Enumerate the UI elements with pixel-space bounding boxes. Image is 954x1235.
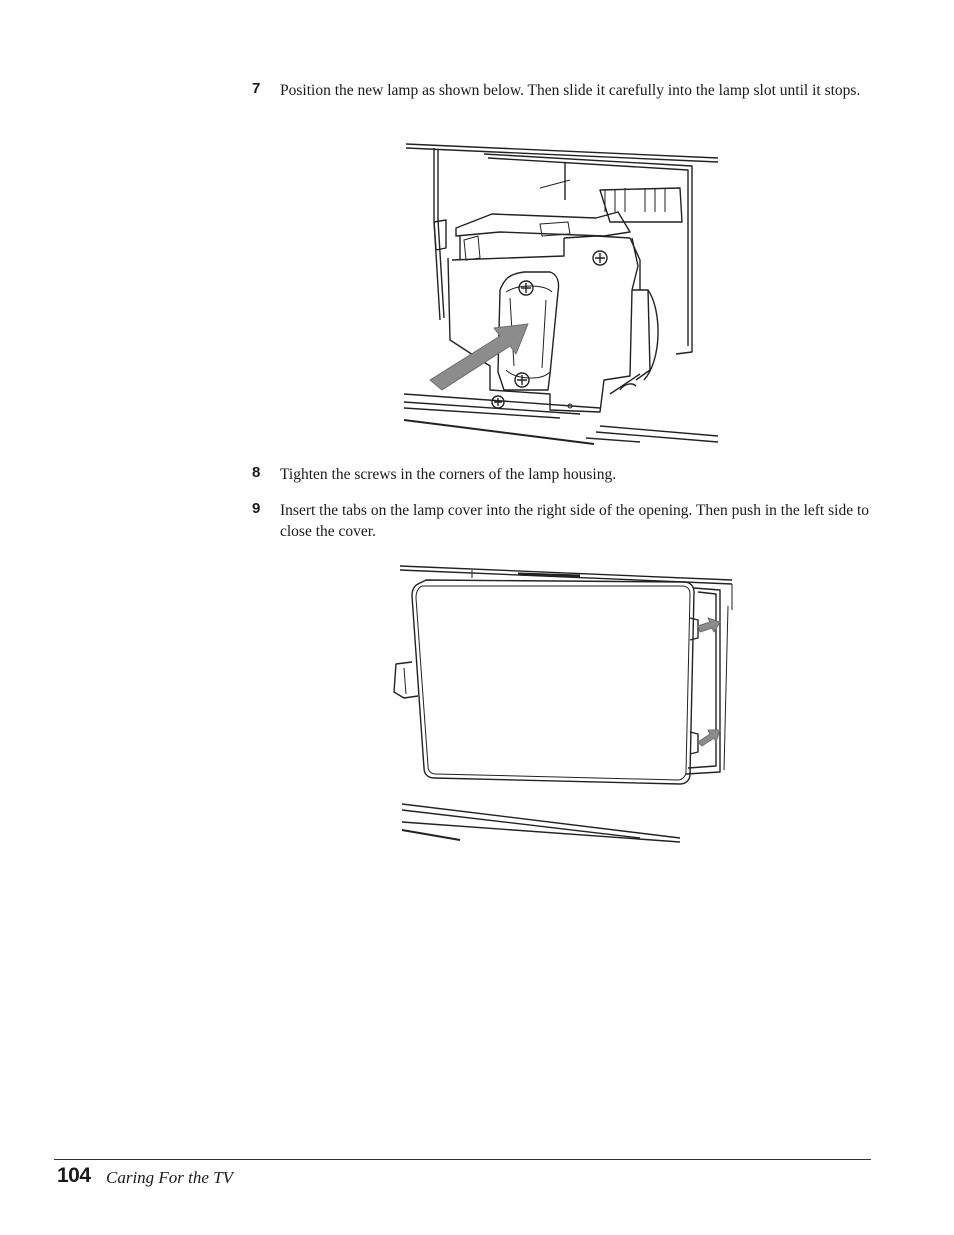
lamp-cover-illustration (380, 560, 736, 846)
step-text: Position the new lamp as shown below. Then slide it carefully into the lamp slot until it stops. (280, 82, 861, 99)
page-number: 104 (57, 1164, 91, 1187)
lamp-insertion-illustration (400, 140, 724, 450)
step-9 (252, 500, 872, 544)
section-title: Caring For the TV (106, 1168, 234, 1187)
step-number: 7 (252, 80, 261, 97)
step-number: 9 (252, 500, 261, 517)
step-text: Tighten the screws in the corners of the lamp housing. (280, 466, 617, 483)
step-7 (252, 80, 872, 124)
tab-insert-arrow-bottom (698, 730, 720, 746)
step-8 (252, 464, 872, 488)
footer-rule (54, 1159, 871, 1160)
step-number: 8 (252, 464, 261, 481)
step-text: Insert the tabs on the lamp cover into the right side of the opening. Then push in the left side to close the cover. (280, 502, 870, 540)
tab-insert-arrow-top (698, 618, 720, 632)
